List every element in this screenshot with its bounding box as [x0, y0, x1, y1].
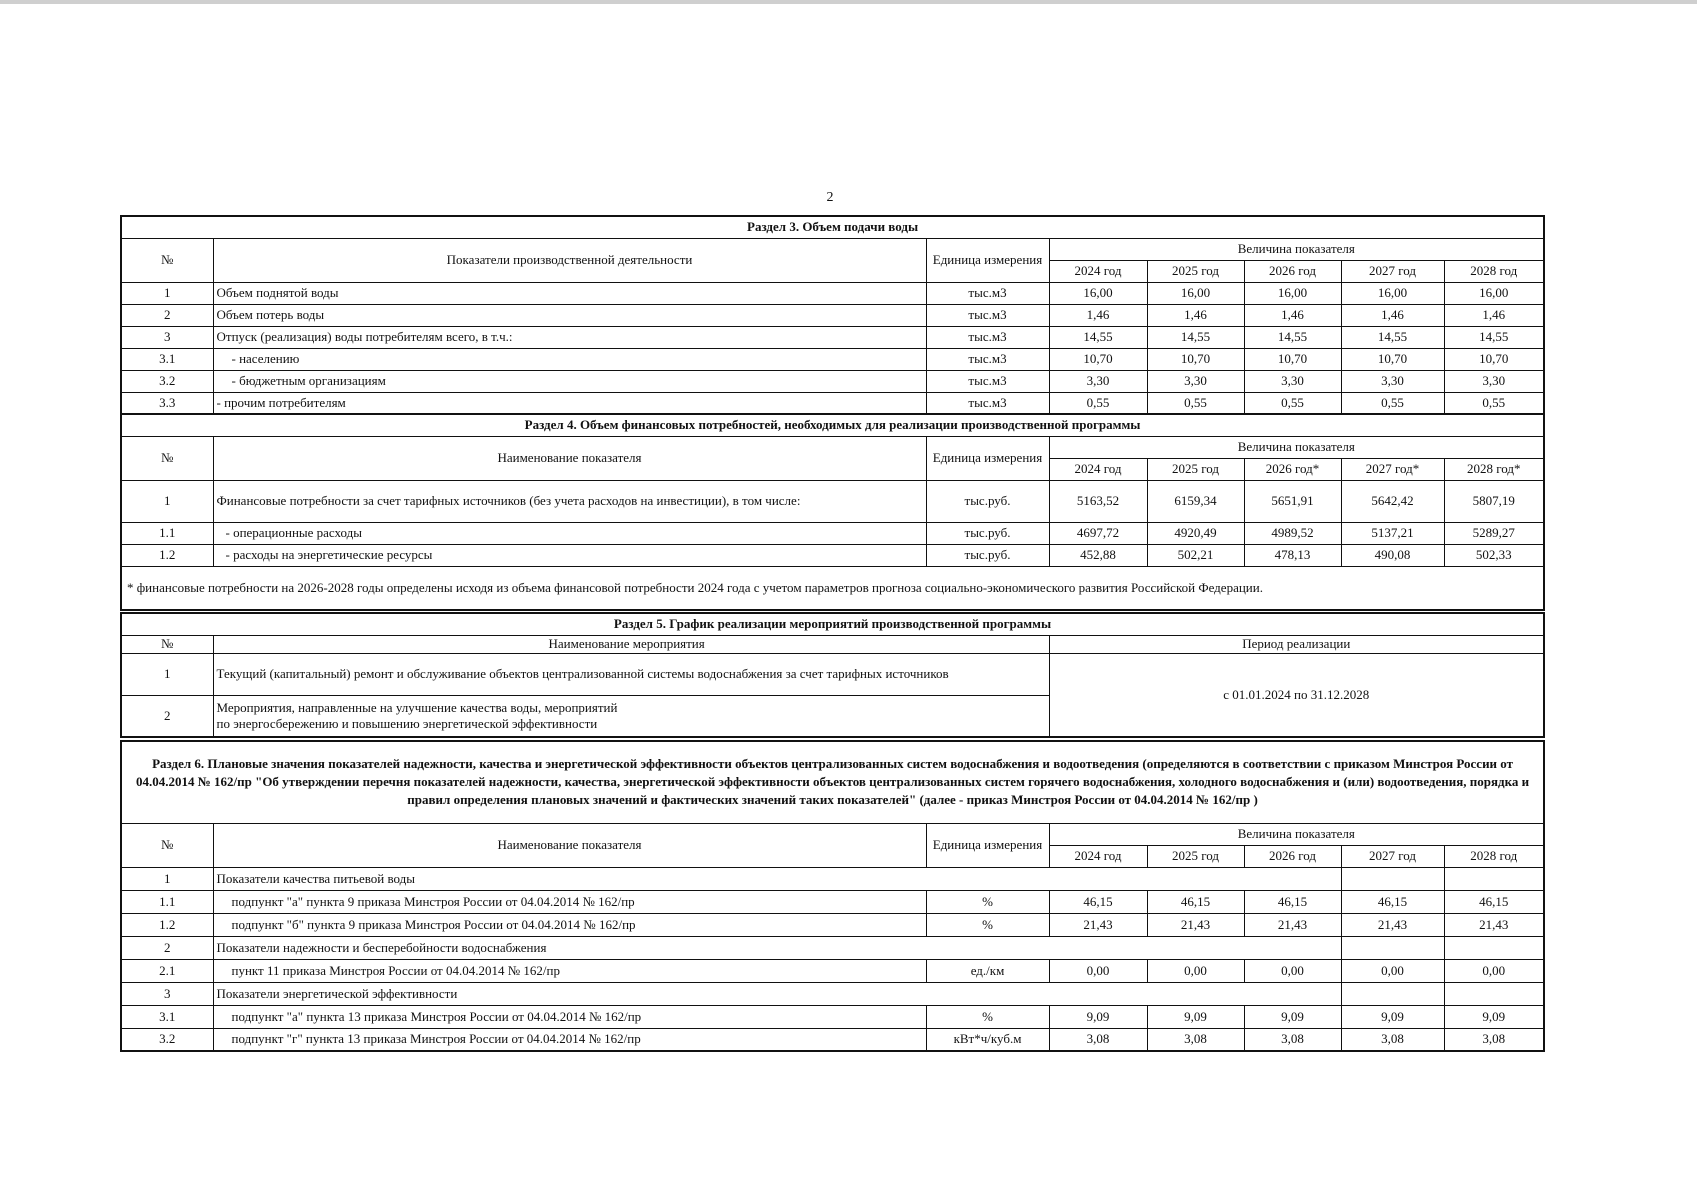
- row-value: 10,70: [1444, 348, 1544, 370]
- row-value: 1,46: [1444, 304, 1544, 326]
- row-unit: %: [926, 890, 1049, 913]
- row-unit: тыс.руб.: [926, 480, 1049, 522]
- row-value: 14,55: [1444, 326, 1544, 348]
- row-num: 3: [121, 982, 213, 1005]
- row-num: 1: [121, 282, 213, 304]
- row-value: 0,55: [1147, 392, 1244, 414]
- col-header-unit: Единица измерения: [926, 823, 1049, 867]
- row-name: Текущий (капитальный) ремонт и обслуживание объектов централизованной системы водоснабжения за счет тарифных источников: [213, 653, 1049, 695]
- table-row: [121, 348, 1544, 370]
- row-value: 46,15: [1444, 890, 1544, 913]
- row-unit: тыс.м3: [926, 304, 1049, 326]
- row-value: 5289,27: [1444, 522, 1544, 544]
- row-value: 490,08: [1341, 544, 1444, 566]
- row-value: 4697,72: [1049, 522, 1147, 544]
- row-value: 5163,52: [1049, 480, 1147, 522]
- row-value: 0,00: [1341, 959, 1444, 982]
- row-num: 1: [121, 653, 213, 695]
- empty-cell: [1341, 867, 1444, 890]
- row-value: 10,70: [1049, 348, 1147, 370]
- row-name: пункт 11 приказа Минстроя России от 04.04.2014 № 162/пр: [213, 959, 926, 982]
- row-value: 5651,91: [1244, 480, 1341, 522]
- row-value: 478,13: [1244, 544, 1341, 566]
- col-header-value: Величина показателя: [1049, 436, 1544, 458]
- section-6-table: [120, 740, 1545, 1052]
- col-header-name: Показатели производственной деятельности: [213, 238, 926, 282]
- table-row: [121, 480, 1544, 522]
- row-name: Отпуск (реализация) воды потребителям всего, в т.ч.:: [213, 326, 926, 348]
- table-row: [121, 1028, 1544, 1051]
- year-header: 2024 год: [1049, 458, 1147, 480]
- row-num: 2.1: [121, 959, 213, 982]
- row-value: 14,55: [1049, 326, 1147, 348]
- row-name: - прочим потребителям: [213, 392, 926, 414]
- row-unit: %: [926, 1005, 1049, 1028]
- row-value: 1,46: [1244, 304, 1341, 326]
- row-value: 14,55: [1244, 326, 1341, 348]
- row-name: Объем потерь воды: [213, 304, 926, 326]
- row-value: 14,55: [1341, 326, 1444, 348]
- row-num: 2: [121, 695, 213, 737]
- group-name: Показатели надежности и бесперебойности водоснабжения: [213, 936, 1341, 959]
- year-header: 2027 год: [1341, 845, 1444, 867]
- row-value: 502,33: [1444, 544, 1544, 566]
- row-name: подпункт "а" пункта 13 приказа Минстроя России от 04.04.2014 № 162/пр: [213, 1005, 926, 1028]
- section-4-title: Раздел 4. Объем финансовых потребностей, необходимых для реализации производственной программы: [121, 414, 1544, 436]
- col-header-num: №: [121, 238, 213, 282]
- row-value: 6159,34: [1147, 480, 1244, 522]
- col-header-name: Наименование показателя: [213, 823, 926, 867]
- col-header-unit: Единица измерения: [926, 436, 1049, 480]
- year-header: 2028 год: [1444, 845, 1544, 867]
- year-header: 2028 год: [1444, 260, 1544, 282]
- row-value: 3,30: [1049, 370, 1147, 392]
- col-header-name: Наименование показателя: [213, 436, 926, 480]
- table-row: [121, 282, 1544, 304]
- page-number: 2: [826, 190, 834, 205]
- row-num: 3.3: [121, 392, 213, 414]
- col-header-value: Величина показателя: [1049, 823, 1544, 845]
- row-value: 16,00: [1444, 282, 1544, 304]
- row-num: 3: [121, 326, 213, 348]
- table-row: [121, 913, 1544, 936]
- scan-top-edge: [0, 0, 1697, 4]
- row-value: 4920,49: [1147, 522, 1244, 544]
- empty-cell: [1444, 867, 1544, 890]
- row-value: 21,43: [1244, 913, 1341, 936]
- row-value: 46,15: [1147, 890, 1244, 913]
- year-header: 2025 год: [1147, 845, 1244, 867]
- section-5-title: Раздел 5. График реализации мероприятий производственной программы: [121, 613, 1544, 635]
- table-row: [121, 1005, 1544, 1028]
- row-value: 21,43: [1049, 913, 1147, 936]
- empty-cell: [1444, 936, 1544, 959]
- row-value: 16,00: [1147, 282, 1244, 304]
- year-header: 2026 год: [1244, 260, 1341, 282]
- table-row: [121, 653, 1544, 695]
- col-header-num: №: [121, 635, 213, 653]
- row-value: 3,08: [1147, 1028, 1244, 1051]
- row-name: подпункт "а" пункта 9 приказа Минстроя России от 04.04.2014 № 162/пр: [213, 890, 926, 913]
- row-unit: тыс.м3: [926, 348, 1049, 370]
- group-row: [121, 936, 1544, 959]
- table-row: [121, 392, 1544, 414]
- row-num: 1: [121, 480, 213, 522]
- row-num: 2: [121, 936, 213, 959]
- year-header: 2028 год*: [1444, 458, 1544, 480]
- empty-cell: [1341, 936, 1444, 959]
- row-value: 0,55: [1444, 392, 1544, 414]
- row-unit: тыс.м3: [926, 326, 1049, 348]
- row-unit: тыс.руб.: [926, 544, 1049, 566]
- col-header-num: №: [121, 436, 213, 480]
- table-row: [121, 370, 1544, 392]
- row-value: 46,15: [1049, 890, 1147, 913]
- col-header-value: Величина показателя: [1049, 238, 1544, 260]
- year-header: 2024 год: [1049, 260, 1147, 282]
- row-name: [213, 695, 1049, 737]
- section-5-table: [120, 612, 1545, 738]
- row-value: 1,46: [1341, 304, 1444, 326]
- row-num: 1: [121, 867, 213, 890]
- row-num: 1.2: [121, 913, 213, 936]
- row-value: 3,30: [1444, 370, 1544, 392]
- row-value: 3,08: [1341, 1028, 1444, 1051]
- year-header: 2025 год: [1147, 458, 1244, 480]
- row-unit: тыс.м3: [926, 370, 1049, 392]
- row-value: 0,00: [1444, 959, 1544, 982]
- col-header-activity: Наименование мероприятия: [213, 635, 1049, 653]
- row-num: 1.1: [121, 522, 213, 544]
- row-value: 14,55: [1147, 326, 1244, 348]
- row-value: 0,00: [1244, 959, 1341, 982]
- row-value: 5642,42: [1341, 480, 1444, 522]
- row-value: 21,43: [1444, 913, 1544, 936]
- row-value: 3,08: [1244, 1028, 1341, 1051]
- row-value: 3,30: [1341, 370, 1444, 392]
- row-value: 3,30: [1147, 370, 1244, 392]
- table-row: [121, 959, 1544, 982]
- row-unit: тыс.м3: [926, 282, 1049, 304]
- row-value: 9,09: [1049, 1005, 1147, 1028]
- row-value: 5807,19: [1444, 480, 1544, 522]
- row-value: 0,00: [1049, 959, 1147, 982]
- row-value: 3,08: [1444, 1028, 1544, 1051]
- row-name: Финансовые потребности за счет тарифных источников (без учета расходов на инвестиции), в том числе:: [213, 480, 926, 522]
- row-value: 10,70: [1147, 348, 1244, 370]
- group-name: Показатели энергетической эффективности: [213, 982, 1341, 1005]
- row-name: - бюджетным организациям: [213, 370, 926, 392]
- financial-note: * финансовые потребности на 2026-2028 годы определены исходя из объема финансовой потребности 2024 года с учетом параметров прогноза социально-экономического развития Российской Федерации.: [121, 566, 1544, 610]
- row-value: 0,00: [1147, 959, 1244, 982]
- implementation-period: с 01.01.2024 по 31.12.2028: [1049, 653, 1544, 737]
- row-value: 502,21: [1147, 544, 1244, 566]
- year-header: 2027 год: [1341, 260, 1444, 282]
- section-4-table: [120, 413, 1545, 611]
- row-value: 1,46: [1147, 304, 1244, 326]
- year-header: 2027 год*: [1341, 458, 1444, 480]
- row-value: 0,55: [1341, 392, 1444, 414]
- row-name: подпункт "б" пункта 9 приказа Минстроя России от 04.04.2014 № 162/пр: [213, 913, 926, 936]
- row-value: 5137,21: [1341, 522, 1444, 544]
- row-value: 16,00: [1341, 282, 1444, 304]
- row-value: 0,55: [1049, 392, 1147, 414]
- year-header: 2026 год*: [1244, 458, 1341, 480]
- row-name: - населению: [213, 348, 926, 370]
- section-3-table: [120, 215, 1545, 415]
- row-name: Объем поднятой воды: [213, 282, 926, 304]
- section-6-title: Раздел 6. Плановые значения показателей надежности, качества и энергетической эффективности объектов централизованных систем водоснабжения и водоотведения (определяются в соответствии с приказом Минстроя России от 04.04.2014 № 162/пр "Об утверждении перечня показателей надежности, качества, энергетической эффективности объектов централизованных систем горячего водоснабжения, холодного водоснабжения и (или) водоотведения, порядка и правил определения плановых значений и фактических значений таких показателей" (далее - приказ Минстроя России от 04.04.2014 № 162/пр ): [121, 741, 1544, 823]
- empty-cell: [1341, 982, 1444, 1005]
- col-header-period: Период реализации: [1049, 635, 1544, 653]
- row-value: 10,70: [1341, 348, 1444, 370]
- row-value: 16,00: [1049, 282, 1147, 304]
- row-num: 1.2: [121, 544, 213, 566]
- col-header-unit: Единица измерения: [926, 238, 1049, 282]
- row-value: 1,46: [1049, 304, 1147, 326]
- row-value: 21,43: [1341, 913, 1444, 936]
- row-num: 3.2: [121, 1028, 213, 1051]
- row-value: 452,88: [1049, 544, 1147, 566]
- group-row: [121, 982, 1544, 1005]
- row-value: 10,70: [1244, 348, 1341, 370]
- row-value: 9,09: [1341, 1005, 1444, 1028]
- row-num: 2: [121, 304, 213, 326]
- row-num: 3.1: [121, 1005, 213, 1028]
- empty-cell: [1444, 982, 1544, 1005]
- row-value: 21,43: [1147, 913, 1244, 936]
- row-name-line: Мероприятия, направленные на улучшение качества воды, мероприятий: [216, 699, 618, 715]
- year-header: 2025 год: [1147, 260, 1244, 282]
- year-header: 2026 год: [1244, 845, 1341, 867]
- row-unit: тыс.м3: [926, 392, 1049, 414]
- row-name: - расходы на энергетические ресурсы: [213, 544, 926, 566]
- row-value: 0,55: [1244, 392, 1341, 414]
- row-value: 9,09: [1444, 1005, 1544, 1028]
- row-num: 1.1: [121, 890, 213, 913]
- group-row: [121, 867, 1544, 890]
- row-value: 4989,52: [1244, 522, 1341, 544]
- row-num: 3.2: [121, 370, 213, 392]
- table-row: [121, 522, 1544, 544]
- row-name: подпункт "г" пункта 13 приказа Минстроя России от 04.04.2014 № 162/пр: [213, 1028, 926, 1051]
- row-unit: тыс.руб.: [926, 522, 1049, 544]
- row-value: 46,15: [1341, 890, 1444, 913]
- row-value: 9,09: [1244, 1005, 1341, 1028]
- row-value: 3,08: [1049, 1028, 1147, 1051]
- row-unit: кВт*ч/куб.м: [926, 1028, 1049, 1051]
- row-unit: %: [926, 913, 1049, 936]
- table-row: [121, 890, 1544, 913]
- row-value: 16,00: [1244, 282, 1341, 304]
- row-unit: ед./км: [926, 959, 1049, 982]
- table-row: [121, 304, 1544, 326]
- table-row: [121, 326, 1544, 348]
- group-name: Показатели качества питьевой воды: [213, 867, 1341, 890]
- row-name-line: по энергосбережению и повышению энергетической эффективности: [216, 715, 598, 731]
- row-value: 3,30: [1244, 370, 1341, 392]
- row-name: - операционные расходы: [213, 522, 926, 544]
- col-header-num: №: [121, 823, 213, 867]
- year-header: 2024 год: [1049, 845, 1147, 867]
- section-3-title: Раздел 3. Объем подачи воды: [121, 216, 1544, 238]
- row-value: 46,15: [1244, 890, 1341, 913]
- table-row: [121, 544, 1544, 566]
- row-num: 3.1: [121, 348, 213, 370]
- row-value: 9,09: [1147, 1005, 1244, 1028]
